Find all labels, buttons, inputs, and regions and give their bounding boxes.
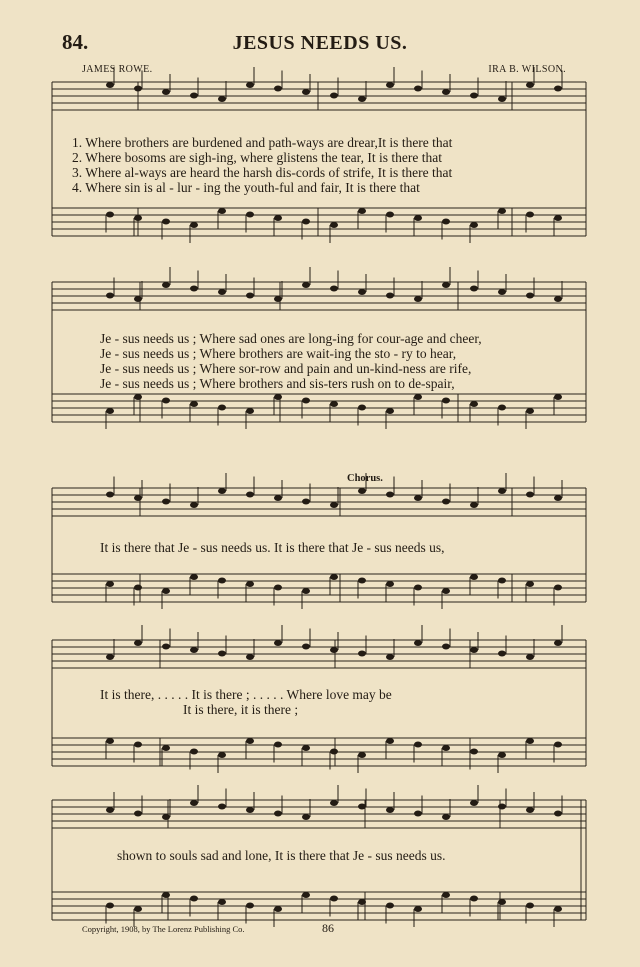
note-head xyxy=(358,899,366,905)
note-head xyxy=(162,644,170,650)
note-head xyxy=(162,219,170,225)
note-head xyxy=(358,405,366,411)
note-head xyxy=(442,588,450,594)
note-head xyxy=(274,495,282,501)
note-head xyxy=(246,581,254,587)
note-head xyxy=(190,502,198,508)
note-head xyxy=(274,394,282,400)
note-head xyxy=(498,578,506,584)
note-head xyxy=(218,899,226,905)
note-head xyxy=(442,892,450,898)
note-head xyxy=(218,405,226,411)
note-head xyxy=(134,640,142,646)
note-head xyxy=(190,574,198,580)
note-head xyxy=(526,738,534,744)
note-head xyxy=(246,82,254,88)
note-head xyxy=(106,212,114,218)
note-head xyxy=(498,405,506,411)
note-head xyxy=(330,222,338,228)
lyric-bass-echo: It is there, it is there ; xyxy=(183,702,299,717)
note-head xyxy=(274,906,282,912)
note-head xyxy=(106,492,114,498)
note-head xyxy=(498,96,506,102)
note-head xyxy=(498,488,506,494)
note-head xyxy=(470,896,478,902)
note-head xyxy=(526,492,534,498)
note-head xyxy=(442,398,450,404)
hymn-number: 84. xyxy=(62,30,89,54)
note-head xyxy=(162,814,170,820)
note-head xyxy=(190,800,198,806)
note-head xyxy=(330,502,338,508)
note-head xyxy=(330,749,338,755)
note-head xyxy=(246,293,254,299)
note-head xyxy=(386,581,394,587)
note-head xyxy=(470,574,478,580)
note-head xyxy=(526,408,534,414)
note-head xyxy=(414,811,422,817)
lyric-verse-2: Je - sus needs us ; Where brothers are wait-ing the sto - ry to hear, xyxy=(100,346,457,361)
note-head xyxy=(470,749,478,755)
note-head xyxy=(302,745,310,751)
note-head xyxy=(526,82,534,88)
note-head xyxy=(218,804,226,810)
note-head xyxy=(358,651,366,657)
note-head xyxy=(442,499,450,505)
note-head xyxy=(442,282,450,288)
note-head xyxy=(442,644,450,650)
note-head xyxy=(106,807,114,813)
note-head xyxy=(414,640,422,646)
note-head xyxy=(414,394,422,400)
note-head xyxy=(498,208,506,214)
chorus-label: Chorus. xyxy=(347,473,383,484)
note-head xyxy=(414,215,422,221)
lyric-chorus-line: shown to souls sad and lone, It is there that Je - sus needs us. xyxy=(117,848,446,863)
note-head xyxy=(218,208,226,214)
note-head xyxy=(330,93,338,99)
note-head xyxy=(106,738,114,744)
note-head xyxy=(470,401,478,407)
note-head xyxy=(386,654,394,660)
note-head xyxy=(134,394,142,400)
note-head xyxy=(554,742,562,748)
note-head xyxy=(162,282,170,288)
note-head xyxy=(470,222,478,228)
note-head xyxy=(274,585,282,591)
note-head xyxy=(190,401,198,407)
note-head xyxy=(386,82,394,88)
note-head xyxy=(526,293,534,299)
note-head xyxy=(274,811,282,817)
note-head xyxy=(442,745,450,751)
note-head xyxy=(162,745,170,751)
note-head xyxy=(134,585,142,591)
note-head xyxy=(386,492,394,498)
note-head xyxy=(274,86,282,92)
note-head xyxy=(134,811,142,817)
lyric-verse-1: Je - sus needs us ; Where sad ones are long-ing for cour-age and cheer, xyxy=(100,331,482,346)
note-head xyxy=(498,289,506,295)
note-head xyxy=(162,499,170,505)
note-head xyxy=(414,86,422,92)
note-head xyxy=(386,738,394,744)
note-head xyxy=(218,488,226,494)
note-head xyxy=(134,86,142,92)
note-head xyxy=(414,742,422,748)
note-head xyxy=(498,804,506,810)
note-head xyxy=(358,578,366,584)
note-head xyxy=(106,82,114,88)
note-head xyxy=(414,495,422,501)
note-head xyxy=(526,807,534,813)
note-head xyxy=(554,215,562,221)
note-head xyxy=(386,293,394,299)
note-head xyxy=(134,495,142,501)
note-head xyxy=(302,814,310,820)
note-head xyxy=(134,906,142,912)
note-head xyxy=(162,398,170,404)
note-head xyxy=(442,89,450,95)
note-head xyxy=(470,647,478,653)
copyright-notice: Copyright, 1908, by The Lorenz Publishing Co. xyxy=(82,924,245,934)
note-head xyxy=(470,286,478,292)
note-head xyxy=(134,296,142,302)
note-head xyxy=(498,651,506,657)
note-head xyxy=(330,574,338,580)
note-head xyxy=(274,742,282,748)
note-head xyxy=(414,585,422,591)
note-head xyxy=(554,296,562,302)
note-head xyxy=(554,811,562,817)
hymn-title: JESUS NEEDS US. xyxy=(232,32,408,54)
lyric-chorus-line: It is there that Je - sus needs us. It is there that Je - sus needs us, xyxy=(100,540,445,555)
note-head xyxy=(442,814,450,820)
note-head xyxy=(218,651,226,657)
note-head xyxy=(358,289,366,295)
note-head xyxy=(218,752,226,758)
note-head xyxy=(190,93,198,99)
note-head xyxy=(330,800,338,806)
note-head xyxy=(302,282,310,288)
note-head xyxy=(526,212,534,218)
lyric-verse-4: Je - sus needs us ; Where brothers and sis-ters rush on to de-spair, xyxy=(100,376,455,391)
lyric-verse-4: 4. Where sin is al - lur - ing the youth-ful and fair, It is there that xyxy=(72,180,420,195)
note-head xyxy=(526,581,534,587)
note-head xyxy=(302,588,310,594)
note-head xyxy=(246,654,254,660)
note-head xyxy=(554,906,562,912)
note-head xyxy=(358,804,366,810)
note-head xyxy=(190,749,198,755)
note-head xyxy=(246,807,254,813)
note-head xyxy=(218,578,226,584)
note-heads xyxy=(106,67,562,927)
note-head xyxy=(302,499,310,505)
note-head xyxy=(386,212,394,218)
lyric-verse-3: 3. Where al-ways are heard the harsh dis-cords of strife, It is there that xyxy=(72,165,453,180)
lyric-chorus-line: It is there, . . . . . It is there ; . . . . . Where love may be xyxy=(100,687,392,702)
note-head xyxy=(386,903,394,909)
note-head xyxy=(190,896,198,902)
note-head xyxy=(134,215,142,221)
note-head xyxy=(246,212,254,218)
note-head xyxy=(218,96,226,102)
note-head xyxy=(106,903,114,909)
note-head xyxy=(134,742,142,748)
lyricist-credit: JAMES ROWE. xyxy=(82,64,153,75)
composer-credit: IRA B. WILSON. xyxy=(488,64,566,75)
note-head xyxy=(554,585,562,591)
note-head xyxy=(246,492,254,498)
note-head xyxy=(274,296,282,302)
note-head xyxy=(330,401,338,407)
note-head xyxy=(526,654,534,660)
note-head xyxy=(162,892,170,898)
note-head xyxy=(386,807,394,813)
note-head xyxy=(190,647,198,653)
note-head xyxy=(554,394,562,400)
note-head xyxy=(246,738,254,744)
note-head xyxy=(498,899,506,905)
note-head xyxy=(330,286,338,292)
note-head xyxy=(554,640,562,646)
lyric-verse-2: 2. Where bosoms are sigh-ing, where glistens the tear, It is there that xyxy=(72,150,442,165)
note-head xyxy=(526,903,534,909)
note-head xyxy=(498,752,506,758)
note-head xyxy=(358,488,366,494)
note-head xyxy=(470,800,478,806)
note-head xyxy=(274,640,282,646)
note-head xyxy=(190,286,198,292)
page-number: 86 xyxy=(322,921,334,935)
note-head xyxy=(302,89,310,95)
note-head xyxy=(414,906,422,912)
note-head xyxy=(106,581,114,587)
note-head xyxy=(302,398,310,404)
note-head xyxy=(358,96,366,102)
note-head xyxy=(274,215,282,221)
note-head xyxy=(106,654,114,660)
note-head xyxy=(330,647,338,653)
note-head xyxy=(190,222,198,228)
note-head xyxy=(246,903,254,909)
note-head xyxy=(302,644,310,650)
note-head xyxy=(106,408,114,414)
note-head xyxy=(162,89,170,95)
note-head xyxy=(470,502,478,508)
note-head xyxy=(302,219,310,225)
lyric-verse-1: 1. Where brothers are burdened and path-ways are drear,It is there that xyxy=(72,135,453,150)
note-head xyxy=(246,408,254,414)
lyric-verse-3: Je - sus needs us ; Where sor-row and pain and un-kind-ness are rife, xyxy=(100,361,472,376)
note-head xyxy=(218,289,226,295)
note-head xyxy=(442,219,450,225)
note-head xyxy=(470,93,478,99)
note-head xyxy=(330,896,338,902)
note-head xyxy=(106,293,114,299)
note-head xyxy=(554,86,562,92)
note-head xyxy=(414,296,422,302)
note-head xyxy=(554,495,562,501)
note-head xyxy=(358,752,366,758)
note-head xyxy=(386,408,394,414)
note-head xyxy=(302,892,310,898)
note-head xyxy=(162,588,170,594)
note-head xyxy=(358,208,366,214)
